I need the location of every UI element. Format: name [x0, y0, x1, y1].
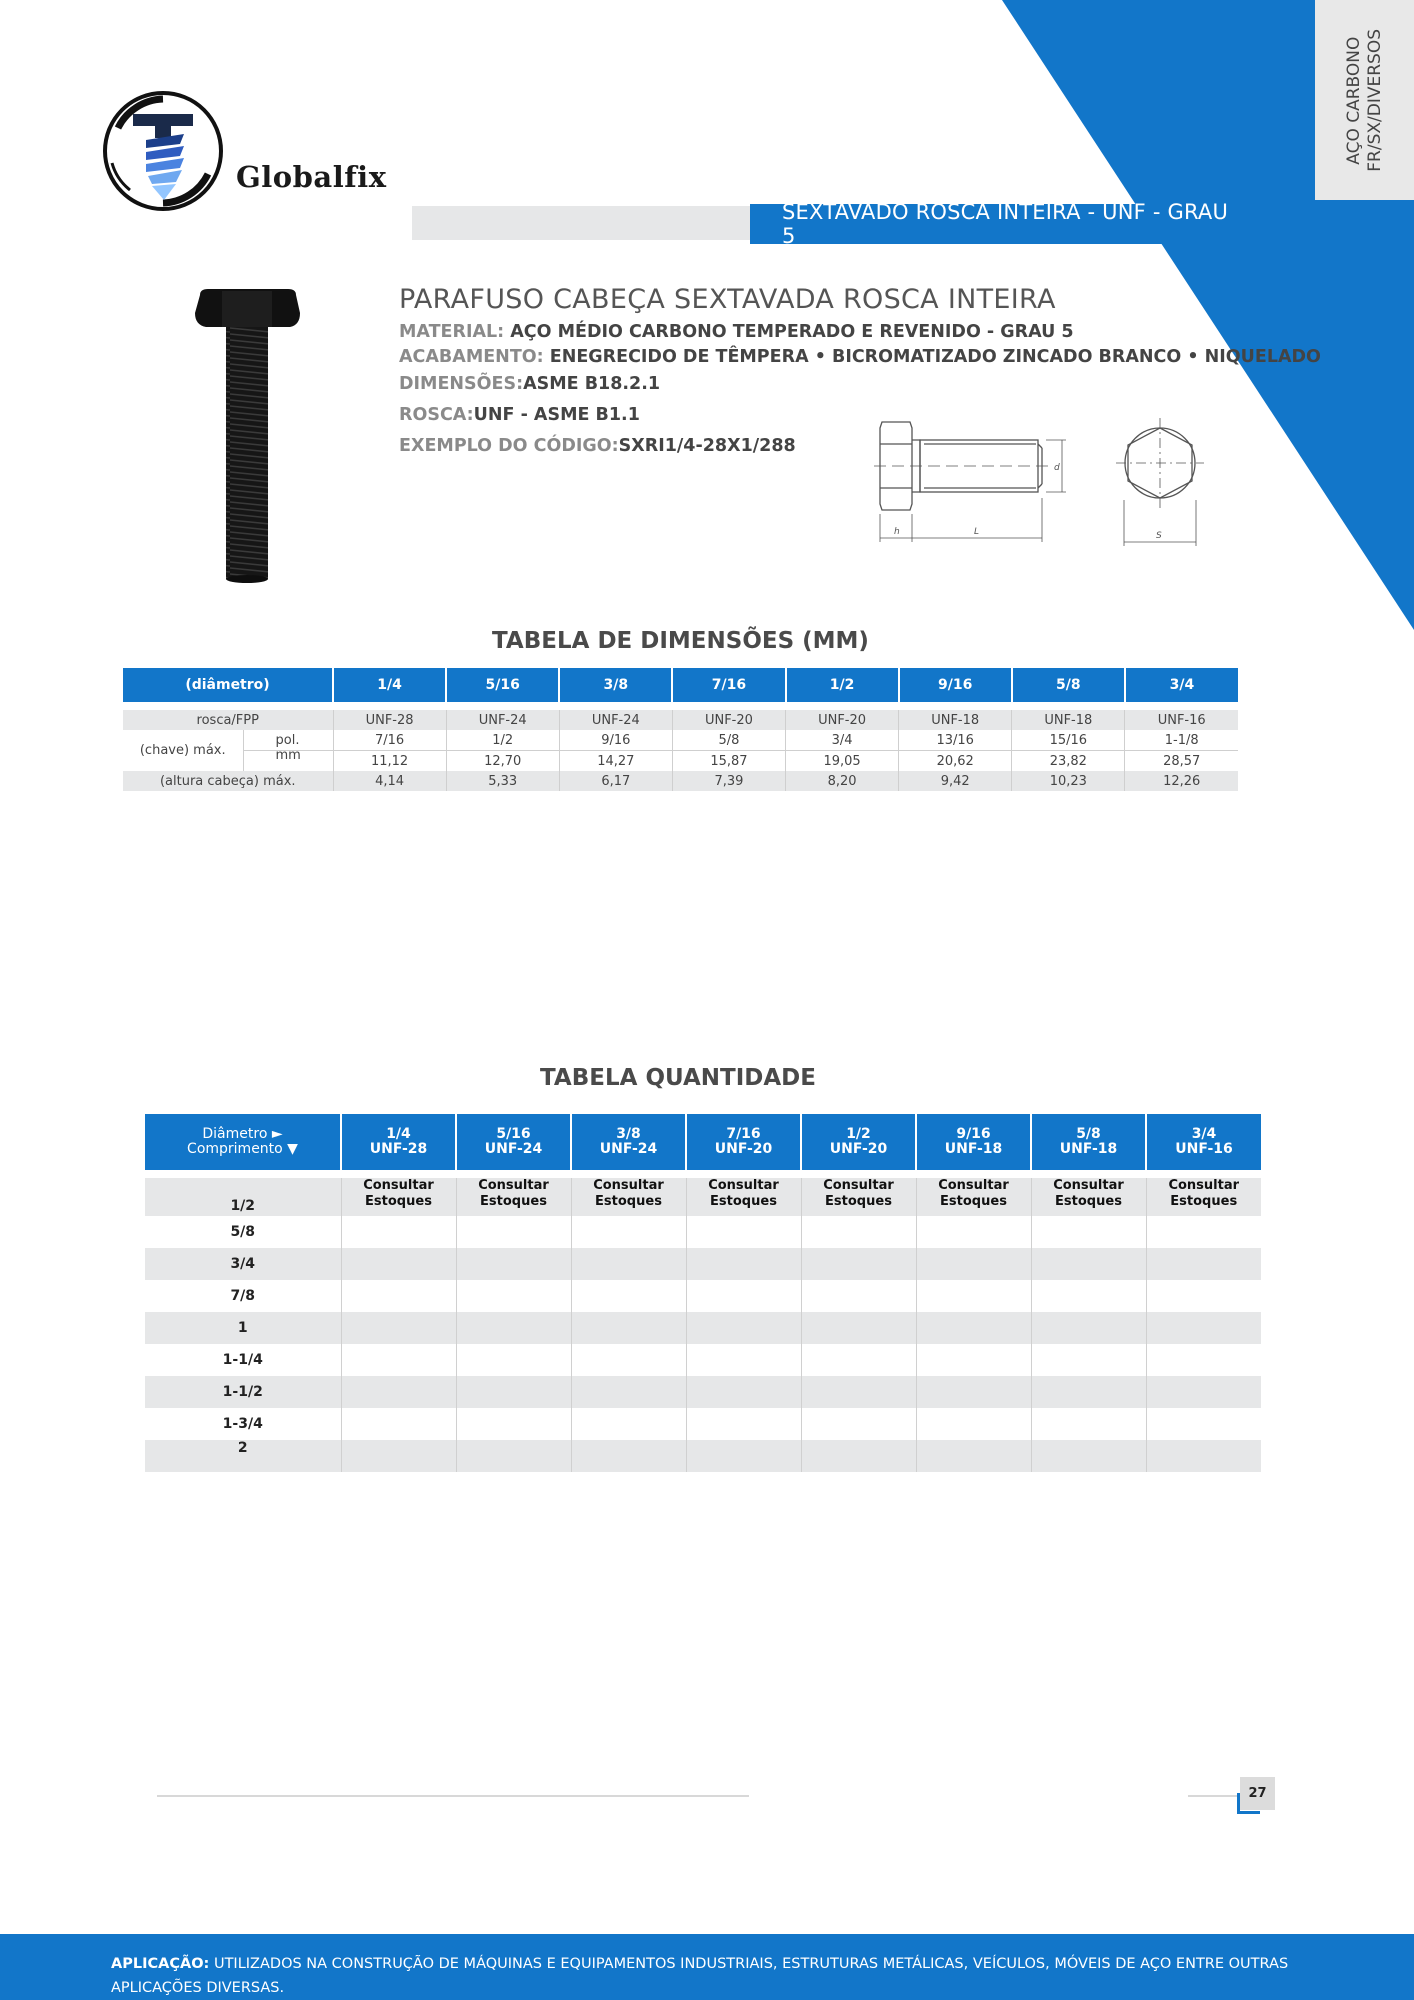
table-cell: 1-1/8: [1125, 730, 1238, 751]
page-number: 27: [1240, 1777, 1275, 1810]
table-cell: 9/16: [559, 730, 672, 751]
table-cell: 11,12: [333, 751, 446, 772]
table-cell: 5/8: [672, 730, 785, 751]
dim-table-title: TABELA DE DIMENSÕES (MM): [492, 628, 869, 654]
rosca-label: ROSCA:: [399, 405, 474, 425]
stock-cell: Consultar Estoques: [1031, 1174, 1146, 1216]
table-cell: 28,57: [1125, 751, 1238, 772]
table-cell: 13/16: [899, 730, 1012, 751]
table-cell: 5,33: [446, 771, 559, 791]
dim-col-header: 1/2: [786, 668, 899, 702]
dim-col-header: 7/16: [672, 668, 785, 702]
dimensions-table: [123, 668, 1238, 791]
material-value: AÇO MÉDIO CARBONO TEMPERADO E REVENIDO - GRAU 5: [510, 322, 1074, 342]
table-cell: 6,17: [559, 771, 672, 791]
corner-diametro: Diâmetro ►: [202, 1126, 283, 1142]
table-row: [145, 1174, 1261, 1216]
dim-header-row: [123, 668, 1238, 702]
dim-col-header: 9/16: [899, 668, 1012, 702]
stock-cell: Consultar Estoques: [801, 1174, 916, 1216]
table-cell: 8,20: [786, 771, 899, 791]
table-cell: 3/4: [786, 730, 899, 751]
spec-rosca: [399, 405, 640, 425]
aplicacao-label: APLICAÇÃO:: [111, 1956, 210, 1972]
stock-cell: Consultar Estoques: [1146, 1174, 1261, 1216]
application-text: [111, 1952, 1311, 2000]
spec-material: [399, 322, 1074, 342]
dim-header-first: (diâmetro): [123, 668, 333, 702]
quantity-table: [145, 1114, 1261, 1472]
spec-exemplo: [399, 436, 796, 456]
product-title: PARAFUSO CABEÇA SEXTAVADA ROSCA INTEIRA: [399, 284, 1056, 315]
length-label: 1-1/4: [222, 1352, 263, 1368]
row-label: (chave) máx.: [139, 743, 226, 758]
sub-label: pol.: [243, 730, 333, 751]
stock-cell: Consultar Estoques: [916, 1174, 1031, 1216]
row-label: (altura cabeça) máx.: [123, 771, 333, 791]
category-label: AÇO CARBONO FR/SX/DIVERSOS: [1343, 28, 1385, 172]
table-cell: UNF-18: [899, 710, 1012, 730]
table-cell: 7/16: [333, 730, 446, 751]
qty-table-title: TABELA QUANTIDADE: [540, 1065, 816, 1091]
qty-header-row: [145, 1114, 1261, 1174]
table-cell: 4,14: [333, 771, 446, 791]
length-label: 1-3/4: [222, 1416, 263, 1432]
length-label: 3/4: [145, 1248, 341, 1280]
sub-label: mm: [243, 751, 333, 772]
title-bar-gray: [412, 206, 752, 240]
table-cell: 1/2: [446, 730, 559, 751]
technical-drawing: [870, 418, 1215, 550]
table-row: [145, 1312, 1261, 1344]
spec-dimensoes: [399, 374, 660, 394]
table-cell: 14,27: [559, 751, 672, 772]
table-row: [145, 1280, 1261, 1312]
table-cell: UNF-24: [559, 710, 672, 730]
dim-col-header: 5/16: [446, 668, 559, 702]
section-title: SEXTAVADO ROSCA INTEIRA - UNF - GRAU 5: [782, 200, 1229, 248]
qty-col-header: 5/8 UNF-18: [1031, 1114, 1146, 1174]
table-cell: 23,82: [1012, 751, 1125, 772]
spec-acabamento: [399, 347, 1321, 367]
length-label: 7/8: [230, 1288, 256, 1304]
page-divider-left: [157, 1795, 749, 1797]
aplicacao-description: UTILIZADOS NA CONSTRUÇÃO DE MÁQUINAS E EQUIPAMENTOS INDUSTRIAIS, ESTRUTURAS METÁLICAS, VEÍCULOS, MÓVEIS DE AÇO ENTRE OUTRAS APLICAÇÕES DIVERSAS.: [111, 1956, 1289, 1996]
acabamento-value: ENEGRECIDO DE TÊMPERA • BICROMATIZADO ZINCADO BRANCO • NIQUELADO: [549, 347, 1321, 367]
table-cell: 10,23: [1012, 771, 1125, 791]
page-divider-right: [1188, 1795, 1238, 1797]
dimensoes-value: ASME B18.2.1: [523, 374, 661, 394]
table-row: [145, 1216, 1261, 1248]
material-label: MATERIAL:: [399, 322, 505, 342]
table-cell: UNF-18: [1012, 710, 1125, 730]
stock-cell: Consultar Estoques: [571, 1174, 686, 1216]
table-cell: UNF-20: [672, 710, 785, 730]
dim-s-label: S: [1156, 531, 1162, 541]
length-label: 5/8: [230, 1224, 256, 1240]
dim-row-rosca: [123, 710, 1238, 730]
table-cell: 12,26: [1125, 771, 1238, 791]
table-cell: UNF-20: [786, 710, 899, 730]
category-side-tab: [1315, 0, 1414, 200]
table-cell: 12,70: [446, 751, 559, 772]
dim-h-label: h: [894, 527, 900, 537]
length-label: 1-1/2: [145, 1376, 341, 1408]
rosca-value: UNF - ASME B1.1: [473, 405, 640, 425]
length-label: 1: [145, 1312, 341, 1344]
dim-col-header: 3/8: [559, 668, 672, 702]
qty-col-header: 5/16 UNF-24: [456, 1114, 571, 1174]
screw-logo-icon: [100, 88, 230, 218]
table-cell: 15/16: [1012, 730, 1125, 751]
dim-l-label: L: [974, 527, 980, 537]
table-row: [145, 1408, 1261, 1440]
table-cell: UNF-24: [446, 710, 559, 730]
dimensoes-label: DIMENSÕES:: [399, 374, 524, 394]
acabamento-label: ACABAMENTO:: [399, 347, 544, 367]
dim-row-chave-mm: [123, 751, 1238, 772]
table-cell: UNF-16: [1125, 710, 1238, 730]
qty-col-header: 3/8 UNF-24: [571, 1114, 686, 1174]
dim-col-header: 3/4: [1125, 668, 1238, 702]
brand-logo: [100, 88, 387, 218]
table-cell: 20,62: [899, 751, 1012, 772]
length-label: 2: [145, 1440, 341, 1472]
qty-corner-header: [145, 1114, 341, 1174]
bolt-photo: [190, 285, 305, 585]
dim-d-label: d: [1054, 463, 1060, 473]
table-row: [145, 1440, 1261, 1472]
exemplo-label: EXEMPLO DO CÓDIGO:: [399, 436, 619, 456]
brand-name: Globalfix: [236, 160, 387, 194]
corner-comprimento: Comprimento ▼: [187, 1141, 298, 1157]
stock-cell: Consultar Estoques: [341, 1174, 456, 1216]
table-row: [145, 1248, 1261, 1280]
table-cell: 19,05: [786, 751, 899, 772]
length-label: 1/2: [145, 1174, 341, 1216]
stock-cell: Consultar Estoques: [456, 1174, 571, 1216]
table-row: [145, 1376, 1261, 1408]
exemplo-value: SXRI1/4-28X1/288: [618, 436, 796, 456]
table-cell: 9,42: [899, 771, 1012, 791]
stock-cell: Consultar Estoques: [686, 1174, 801, 1216]
table-row: [145, 1344, 1261, 1376]
application-footer: [0, 1934, 1414, 2000]
qty-col-header: 1/4 UNF-28: [341, 1114, 456, 1174]
qty-col-header: 1/2 UNF-20: [801, 1114, 916, 1174]
qty-col-header: 3/4 UNF-16: [1146, 1114, 1261, 1174]
table-cell: 7,39: [672, 771, 785, 791]
row-label: rosca/FPP: [123, 710, 333, 730]
qty-col-header: 9/16 UNF-18: [916, 1114, 1031, 1174]
qty-col-header: 7/16 UNF-20: [686, 1114, 801, 1174]
dim-col-header: 1/4: [333, 668, 446, 702]
section-title-bar: [750, 200, 1240, 248]
table-cell: 15,87: [672, 751, 785, 772]
dim-row-altura: [123, 771, 1238, 791]
table-cell: UNF-28: [333, 710, 446, 730]
dim-col-header: 5/8: [1012, 668, 1125, 702]
